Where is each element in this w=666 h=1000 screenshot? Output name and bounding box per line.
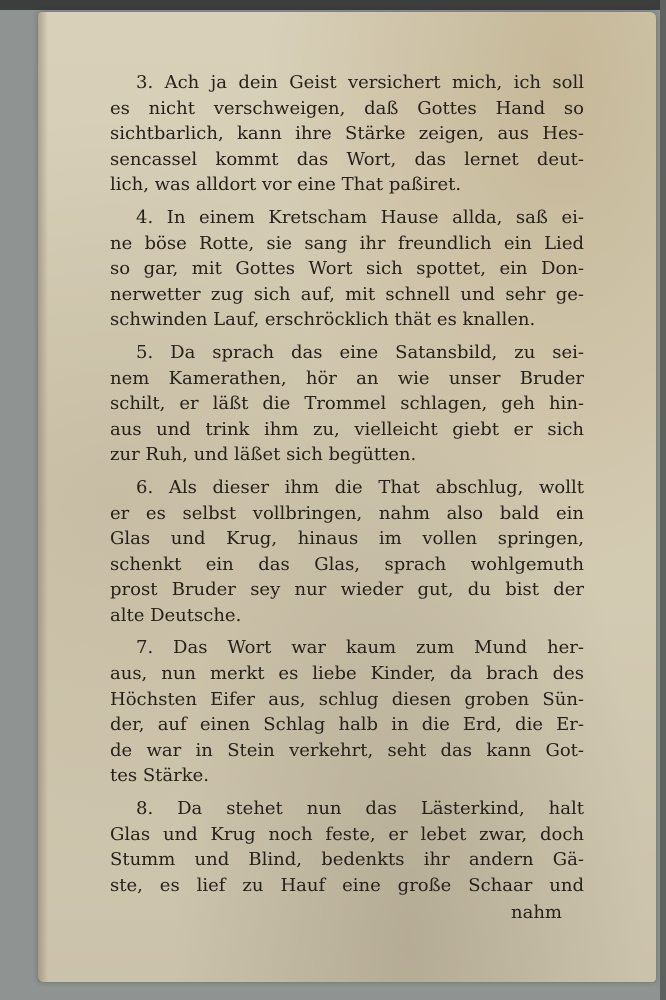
verse-line: schwinden Lauf, erschröcklich thät es knallen. (110, 309, 536, 331)
verse-line: 4. In einem Kretscham Hause allda, saß ei- (136, 206, 584, 228)
verse-4 (110, 205, 584, 333)
verse-line: nerwetter zug sich auf, mit schnell und sehr ge- (110, 283, 584, 305)
verse-line: zur Ruh, und läßet sich begütten. (110, 444, 417, 466)
verse-8 (110, 796, 584, 926)
verse-line: Glas und Krug noch feste, er lebet zwar, doch (110, 823, 584, 845)
verse-line: schenkt ein das Glas, sprach wohlgemuth (110, 553, 584, 575)
verse-line: Höchsten Eifer aus, schlug diesen groben Sün- (110, 688, 584, 710)
verse-line: nem Kamerathen, hör an wie unser Bruder (110, 367, 584, 389)
verse-line: ste, es lief zu Hauf eine große Schaar und (110, 874, 584, 896)
verse-7 (110, 635, 584, 789)
verse-5 (110, 340, 584, 468)
page-left-edge (38, 12, 48, 982)
verse-line: Glas und Krug, hinaus im vollen springen, (110, 528, 584, 550)
verse-line: 6. Als dieser ihm die That abschlug, wollt (136, 476, 584, 498)
verse-line: ne böse Rotte, sie sang ihr freundlich ein Lied (110, 232, 584, 254)
verse-line: de war in Stein verkehrt, seht das kann Got- (110, 739, 584, 761)
verse-6 (110, 475, 584, 629)
verse-line: 3. Ach ja dein Geist versichert mich, ich soll (136, 72, 584, 93)
verse-line: prost Bruder sey nur wieder gut, du bist der (110, 579, 584, 601)
verse-line: der, auf einen Schlag halb in die Erd, die Er- (110, 714, 584, 736)
verse-line: Stumm und Blind, bedenkts ihr andern Gä- (110, 849, 584, 871)
verse-line: schilt, er läßt die Trommel schlagen, geh hin- (110, 393, 584, 415)
verse-line: 5. Da sprach das eine Satansbild, zu sei- (136, 341, 584, 363)
verse-line: 8. Da stehet nun das Lästerkind, halt (136, 798, 584, 820)
verse-3 (110, 70, 584, 198)
verse-line: es nicht verschweigen, daß Gottes Hand so (110, 97, 584, 119)
verse-line: er es selbst vollbringen, nahm also bald ein (110, 502, 584, 524)
text-block (110, 70, 584, 933)
scan-edge-top (0, 0, 666, 10)
verse-line: sichtbarlich, kann ihre Stärke zeigen, aus Hes- (110, 123, 584, 145)
verse-line: so gar, mit Gottes Wort sich spottet, ein Don- (110, 258, 584, 280)
verse-line: 7. Das Wort war kaum zum Mund her- (136, 637, 584, 659)
catchword: nahm (511, 902, 562, 924)
verse-line: alte Deutsche. (110, 604, 242, 626)
scan-edge-right (660, 0, 666, 1000)
verse-line: aus, nun merkt es liebe Kinder, da brach des (110, 663, 584, 685)
paper-page (38, 12, 656, 982)
verse-line: tes Stärke. (110, 765, 210, 787)
verse-line: lich, was alldort vor eine That paßiret. (110, 174, 462, 196)
verse-line: sencassel kommt das Wort, das lernet deut- (110, 148, 584, 170)
verse-line: aus und trink ihm zu, vielleicht giebt er sich (110, 418, 584, 440)
